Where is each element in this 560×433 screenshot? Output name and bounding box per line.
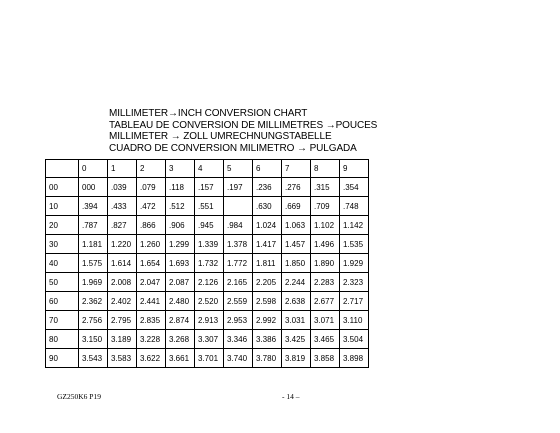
title-spanish: CUADRO DE CONVERSION MILIMETRO → PULGADA — [109, 142, 357, 154]
table-cell: 000 — [79, 178, 108, 197]
table-cell: .512 — [166, 197, 195, 216]
row-label-cell: 20 — [46, 216, 79, 235]
table-cell: 1.260 — [137, 235, 166, 254]
table-cell: 1.890 — [311, 254, 340, 273]
table-cell: .984 — [224, 216, 253, 235]
table-cell: .827 — [108, 216, 137, 235]
table-cell: 1.220 — [108, 235, 137, 254]
table-cell: .354 — [340, 178, 369, 197]
table-cell: 2.087 — [166, 273, 195, 292]
row-label-cell: 80 — [46, 330, 79, 349]
table-cell: 2.126 — [195, 273, 224, 292]
table-cell: 3.622 — [137, 349, 166, 368]
table-cell: 2.323 — [340, 273, 369, 292]
table-row — [46, 349, 369, 368]
table-cell: 1.102 — [311, 216, 340, 235]
table-cell: .748 — [340, 197, 369, 216]
table-cell: 3.661 — [166, 349, 195, 368]
row-label-cell: 60 — [46, 292, 79, 311]
table-cell: 2.441 — [137, 292, 166, 311]
table-cell: .945 — [195, 216, 224, 235]
row-label-cell: 00 — [46, 178, 79, 197]
table-cell: 3.780 — [253, 349, 282, 368]
column-header-cell: 3 — [166, 160, 195, 178]
row-label-cell: 40 — [46, 254, 79, 273]
table-cell: .197 — [224, 178, 253, 197]
table-cell: 3.465 — [311, 330, 340, 349]
table-cell: 1.378 — [224, 235, 253, 254]
table-cell: 3.228 — [137, 330, 166, 349]
table-cell: 2.008 — [108, 273, 137, 292]
table-cell: .669 — [282, 197, 311, 216]
table-cell: 1.063 — [282, 216, 311, 235]
title-english: MILLIMETER→INCH CONVERSION CHART — [109, 108, 308, 119]
conversion-table — [45, 159, 369, 368]
row-label-cell: 10 — [46, 197, 79, 216]
table-cell: 2.244 — [282, 273, 311, 292]
table-row — [46, 197, 369, 216]
table-cell: .472 — [137, 197, 166, 216]
table-cell: 1.339 — [195, 235, 224, 254]
column-header-cell: 9 — [340, 160, 369, 178]
table-cell: 3.071 — [311, 311, 340, 330]
table-cell: 3.583 — [108, 349, 137, 368]
table-cell: 2.638 — [282, 292, 311, 311]
title-german: MILLIMETER → ZOLL UMRECHNUNGSTABELLE — [109, 131, 332, 142]
table-header-row — [46, 160, 369, 178]
table-cell: 2.402 — [108, 292, 137, 311]
table-corner-cell — [46, 160, 79, 178]
table-cell: 1.024 — [253, 216, 282, 235]
table-cell: 1.417 — [253, 235, 282, 254]
table-cell: .433 — [108, 197, 137, 216]
table-cell: 1.929 — [340, 254, 369, 273]
table-cell: 1.299 — [166, 235, 195, 254]
table-cell: .787 — [79, 216, 108, 235]
table-cell: 3.701 — [195, 349, 224, 368]
column-header-cell: 7 — [282, 160, 311, 178]
table-cell: .276 — [282, 178, 311, 197]
table-cell — [224, 197, 253, 216]
table-cell: .630 — [253, 197, 282, 216]
table-cell: 2.992 — [253, 311, 282, 330]
table-cell: 2.205 — [253, 273, 282, 292]
table-cell: 3.819 — [282, 349, 311, 368]
table-cell: 1.496 — [311, 235, 340, 254]
table-cell: .551 — [195, 197, 224, 216]
table-cell: .866 — [137, 216, 166, 235]
table-cell: .236 — [253, 178, 282, 197]
table-cell: 1.535 — [340, 235, 369, 254]
table-cell: 2.559 — [224, 292, 253, 311]
table-cell: .315 — [311, 178, 340, 197]
table-cell: 1.654 — [137, 254, 166, 273]
table-cell: 1.457 — [282, 235, 311, 254]
table-cell: 3.110 — [340, 311, 369, 330]
row-label-cell: 90 — [46, 349, 79, 368]
column-header-cell: 8 — [311, 160, 340, 178]
table-cell: 3.268 — [166, 330, 195, 349]
table-cell: .709 — [311, 197, 340, 216]
table-row — [46, 178, 369, 197]
table-cell: 3.504 — [340, 330, 369, 349]
table-cell: 2.795 — [108, 311, 137, 330]
table-cell: .118 — [166, 178, 195, 197]
table-cell: 2.953 — [224, 311, 253, 330]
footer-document-code: GZ250K6 P19 — [57, 392, 101, 401]
table-cell: 1.614 — [108, 254, 137, 273]
table-cell: 3.150 — [79, 330, 108, 349]
row-label-cell: 30 — [46, 235, 79, 254]
table-cell: 1.181 — [79, 235, 108, 254]
table-cell: 2.520 — [195, 292, 224, 311]
table-row — [46, 292, 369, 311]
table-cell: 3.189 — [108, 330, 137, 349]
table-cell: 3.307 — [195, 330, 224, 349]
column-header-cell: 1 — [108, 160, 137, 178]
column-header-cell: 0 — [79, 160, 108, 178]
table-cell: .079 — [137, 178, 166, 197]
table-cell: 2.047 — [137, 273, 166, 292]
table-row — [46, 311, 369, 330]
table-cell: 1.142 — [340, 216, 369, 235]
table-cell: 2.874 — [166, 311, 195, 330]
table-cell: 3.898 — [340, 349, 369, 368]
table-cell: 2.913 — [195, 311, 224, 330]
table-row — [46, 273, 369, 292]
row-label-cell: 70 — [46, 311, 79, 330]
table-row — [46, 235, 369, 254]
table-cell: 2.598 — [253, 292, 282, 311]
table-cell: 3.740 — [224, 349, 253, 368]
table-cell: .039 — [108, 178, 137, 197]
table-cell: 2.835 — [137, 311, 166, 330]
row-label-cell: 50 — [46, 273, 79, 292]
table-cell: 3.386 — [253, 330, 282, 349]
table-cell: 2.362 — [79, 292, 108, 311]
column-header-cell: 6 — [253, 160, 282, 178]
table-cell: 3.858 — [311, 349, 340, 368]
table-cell: 3.425 — [282, 330, 311, 349]
table-cell: 2.756 — [79, 311, 108, 330]
table-cell: .394 — [79, 197, 108, 216]
column-header-cell: 4 — [195, 160, 224, 178]
table-cell: 3.543 — [79, 349, 108, 368]
table-cell: 1.811 — [253, 254, 282, 273]
title-french: TABLEAU DE CONVERSION DE MILLIMETRES →POUCES — [109, 119, 378, 131]
table-row — [46, 330, 369, 349]
table-cell: 2.165 — [224, 273, 253, 292]
table-row — [46, 254, 369, 273]
table-cell: .906 — [166, 216, 195, 235]
table-row — [46, 216, 369, 235]
column-header-cell: 5 — [224, 160, 253, 178]
table-cell: 3.346 — [224, 330, 253, 349]
table-cell: 3.031 — [282, 311, 311, 330]
chart-title-block — [109, 108, 377, 154]
table-cell: 1.732 — [195, 254, 224, 273]
table-cell: 1.693 — [166, 254, 195, 273]
table-cell: 2.480 — [166, 292, 195, 311]
table-cell: .157 — [195, 178, 224, 197]
table-cell: 2.677 — [311, 292, 340, 311]
table-cell: 1.969 — [79, 273, 108, 292]
table-cell: 1.772 — [224, 254, 253, 273]
table-cell: 2.283 — [311, 273, 340, 292]
table-cell: 1.575 — [79, 254, 108, 273]
table-cell: 1.850 — [282, 254, 311, 273]
footer-page-number: - 14 – — [282, 392, 300, 401]
column-header-cell: 2 — [137, 160, 166, 178]
table-cell: 2.717 — [340, 292, 369, 311]
